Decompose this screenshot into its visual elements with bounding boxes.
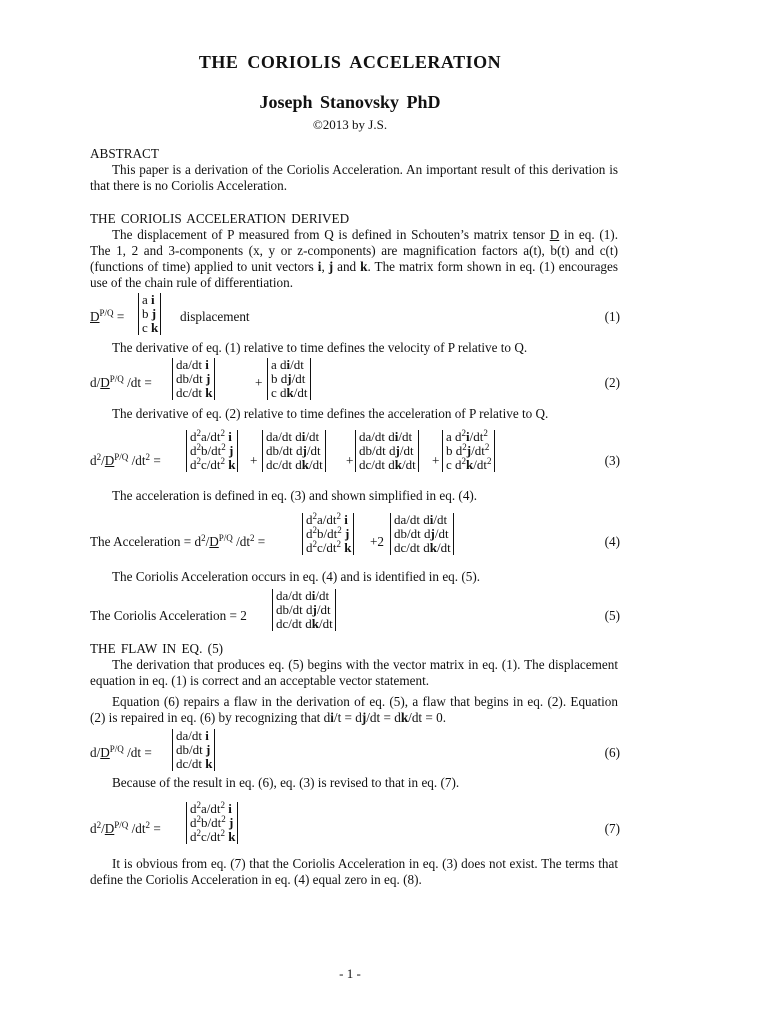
matrix-row-3: c k bbox=[142, 320, 159, 335]
matrix-row-3: $d^2c/dt^2$ k bbox=[306, 539, 352, 555]
equation-4 bbox=[90, 511, 620, 569]
matrix-row-1: da/dt i bbox=[176, 357, 209, 372]
matrix-row-2: db/dt dj/dt bbox=[359, 443, 414, 458]
eq5-matrix bbox=[272, 589, 336, 631]
matrix-row-3: dc/dt k bbox=[176, 756, 213, 771]
velocity-text: The derivative of eq. (1) relative to time defines the velocity of P relative to Q. bbox=[112, 340, 528, 355]
matrix-row-1: da/dt di/dt bbox=[266, 429, 320, 444]
eq3-matrix-1 bbox=[186, 430, 238, 472]
eq1-lhs: $D^{P/Q}$ = bbox=[90, 308, 125, 324]
matrix-row-3: dc/dt dk/dt bbox=[394, 540, 451, 555]
acceleration-text: The derivative of eq. (2) relative to time defines the acceleration of P relative to Q. bbox=[112, 406, 549, 421]
copyright-notice: ©2013 by J.S. bbox=[312, 117, 388, 132]
matrix-row-1: da/dt i bbox=[176, 728, 209, 743]
eq3-plus-2: + bbox=[346, 453, 354, 468]
flaw-paragraph-1: The derivation that produces eq. (5) begins with the vector matrix in eq. (1). The displacement equation in eq. (1) is correct and an acceptable vector statement. bbox=[90, 657, 618, 688]
matrix-row-2: db/dt j bbox=[176, 742, 211, 757]
matrix-row-2: b $d^2j/dt^2$ bbox=[446, 442, 490, 458]
equation-1 bbox=[90, 293, 620, 341]
matrix-row-2: b dj/dt bbox=[271, 371, 306, 386]
eq4-lhs: The Acceleration = $d^2/D^{P/Q}$ $/dt^2$ = bbox=[90, 533, 266, 549]
matrix-row-1: da/dt di/dt bbox=[394, 512, 448, 527]
eq4-matrix-2 bbox=[390, 513, 454, 555]
eq6-number: (6) bbox=[604, 745, 620, 760]
matrix-row-3: dc/dt k bbox=[176, 385, 213, 400]
eq3-plus-1: + bbox=[250, 453, 258, 468]
matrix-row-2: db/dt j bbox=[176, 371, 211, 386]
matrix-row-3: dc/dt dk/dt bbox=[266, 457, 323, 472]
eq4-number: (4) bbox=[604, 534, 620, 549]
section-heading-flaw: THE FLAW IN EQ. (5) bbox=[90, 641, 224, 656]
matrix-row-3: dc/dt dk/dt bbox=[276, 616, 333, 631]
eq3-number: (3) bbox=[604, 453, 620, 468]
eq2-number: (2) bbox=[604, 375, 620, 390]
eq7-matrix bbox=[186, 802, 238, 844]
conclusion-paragraph: It is obvious from eq. (7) that the Coriolis Acceleration in eq. (3) does not exist. The terms that define the Coriolis Acceleration in eq. (4) equal zero in eq. (8). bbox=[90, 856, 618, 887]
eq1-number: (1) bbox=[604, 309, 620, 324]
eq4-coefficient: +2 bbox=[370, 534, 385, 549]
eq3-matrix-3 bbox=[355, 430, 419, 472]
derivation-intro: The displacement of P measured from Q is defined in Schouten’s matrix tensor D in eq. (1). The 1, 2 and 3-components (x, y or z-components) are magnification factors a(t), b(t) and c(t) (functions of time) applied to unit vectors i, j and k. The matrix form shown in eq. (1) encourages use of the chain rule of differentiation. bbox=[90, 227, 619, 290]
matrix-row-1: $d^2a/dt^2$ i bbox=[190, 800, 232, 816]
eq6-lhs: $d/D^{P/Q}$ /dt = bbox=[90, 744, 152, 760]
matrix-row-3: c dk/dt bbox=[271, 385, 308, 400]
eq7-lhs: $d^2/D^{P/Q}$ $/dt^2$ = bbox=[90, 820, 161, 836]
eq3-matrix-4 bbox=[442, 430, 495, 472]
simplified-text: The acceleration is defined in eq. (3) and shown simplified in eq. (4). bbox=[112, 488, 478, 503]
eq4-matrix-1 bbox=[302, 513, 354, 555]
eq5-lhs: The Coriolis Acceleration = 2 bbox=[90, 608, 247, 623]
eq2-matrix-1 bbox=[172, 358, 215, 400]
equation-2 bbox=[90, 358, 620, 406]
equation-6 bbox=[90, 729, 620, 777]
eq1-label: displacement bbox=[180, 309, 250, 324]
coriolis-identified-text: The Coriolis Acceleration occurs in eq. (4) and is identified in eq. (5). bbox=[112, 569, 481, 584]
matrix-row-2: db/dt dj/dt bbox=[266, 443, 321, 458]
paper-title: THE CORIOLIS ACCELERATION bbox=[198, 52, 502, 72]
eq1-matrix bbox=[138, 293, 161, 335]
matrix-row-1: da/dt di/dt bbox=[276, 588, 330, 603]
eq2-lhs: $d/D^{P/Q}$ /dt = bbox=[90, 374, 152, 390]
matrix-row-2: db/dt dj/dt bbox=[276, 602, 331, 617]
eq5-number: (5) bbox=[604, 608, 620, 623]
matrix-row-2: b j bbox=[142, 306, 157, 321]
matrix-row-2: db/dt dj/dt bbox=[394, 526, 449, 541]
matrix-row-3: $d^2c/dt^2$ k bbox=[190, 828, 236, 844]
equation-3 bbox=[90, 428, 620, 486]
eq2-matrix-2 bbox=[267, 358, 311, 400]
abstract-text: This paper is a derivation of the Coriolis Acceleration. An important result of this derivation is that there is no Coriolis Acceleration. bbox=[90, 162, 618, 193]
matrix-row-1: da/dt di/dt bbox=[359, 429, 413, 444]
eq6-matrix bbox=[172, 729, 215, 771]
matrix-row-1: $d^2a/dt^2$ i bbox=[190, 428, 232, 444]
author-name: Joseph Stanovsky PhD bbox=[259, 92, 441, 112]
eq2-plus: + bbox=[255, 375, 263, 390]
abstract-heading: ABSTRACT bbox=[90, 146, 159, 161]
eq7-number: (7) bbox=[604, 821, 620, 836]
matrix-row-1: a di/dt bbox=[271, 357, 304, 372]
eq3-plus-3: + bbox=[432, 453, 440, 468]
matrix-row-3: dc/dt dk/dt bbox=[359, 457, 416, 472]
equation-7 bbox=[90, 800, 620, 856]
matrix-row-1: a $d^2i/dt^2$ bbox=[446, 428, 488, 444]
section-heading-derived: THE CORIOLIS ACCELERATION DERIVED bbox=[90, 211, 350, 226]
matrix-row-1: $d^2a/dt^2$ i bbox=[306, 511, 348, 527]
matrix-row-2: $d^2b/dt^2$ j bbox=[306, 525, 350, 541]
matrix-row-3: $d^2c/dt^2$ k bbox=[190, 456, 236, 472]
paper-page bbox=[90, 0, 620, 1024]
equation-5 bbox=[90, 589, 620, 637]
matrix-row-3: c $d^2k/dt^2$ bbox=[446, 456, 492, 472]
matrix-row-2: $d^2b/dt^2$ j bbox=[190, 442, 234, 458]
flaw-paragraph-2: Equation (6) repairs a flaw in the derivation of eq. (5), a flaw that begins in eq. (2). Equation (2) is repaired in eq. (6) by recognizing that di/t = dj/dt = dk/dt = 0. bbox=[90, 694, 618, 725]
revision-text: Because of the result in eq. (6), eq. (3) is revised to that in eq. (7). bbox=[112, 775, 460, 790]
eq3-lhs: $d^2/D^{P/Q}$ $/dt^2$ = bbox=[90, 452, 161, 468]
matrix-row-2: $d^2b/dt^2$ j bbox=[190, 814, 234, 830]
page-number: - 1 - bbox=[339, 966, 361, 981]
matrix-row-1: a i bbox=[142, 292, 155, 307]
eq3-matrix-2 bbox=[262, 430, 326, 472]
